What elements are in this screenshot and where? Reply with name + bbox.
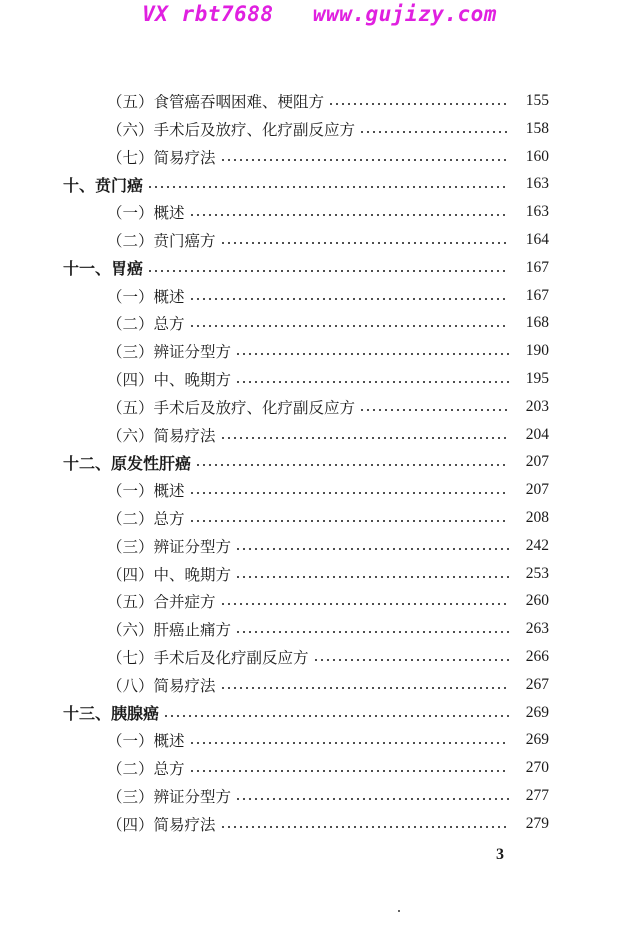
dot-leader: [235, 353, 509, 355]
toc-entry-page: 207: [525, 453, 549, 471]
toc-entry-title: （二）总方: [107, 315, 185, 334]
dot-leader: [220, 242, 509, 244]
toc-section-entry: [0, 421, 639, 449]
toc-entry-title: （四）中、晚期方: [107, 565, 232, 584]
toc-section-entry: [0, 726, 639, 754]
toc-entry-title: （一）概述: [107, 732, 185, 751]
toc-section-entry: [0, 643, 639, 671]
toc-entry-title: （五）食管癌吞咽困难、梗阻方: [107, 93, 325, 111]
dot-leader: [189, 214, 509, 216]
toc-section-entry: [0, 198, 639, 226]
toc-section-entry: [0, 476, 639, 504]
toc-entry-page: 163: [525, 175, 549, 193]
dot-leader: [189, 492, 509, 494]
dot-leader: [147, 186, 509, 188]
toc-entry-title: （三）辨证分型方: [107, 343, 232, 362]
watermark-text: VX rbt7688 www.gujizy.com: [142, 2, 497, 26]
dot-leader: [328, 103, 509, 105]
toc-section-entry: [0, 365, 639, 393]
toc-entry-title: （七）手术后及化疗副反应方: [107, 649, 309, 667]
toc-entry-page: 208: [525, 509, 549, 526]
toc-entry-page: 279: [525, 814, 549, 832]
dot-leader: [235, 798, 509, 800]
toc-entry-title: 十、贲门癌: [63, 175, 144, 195]
toc-chapter-entry: [0, 699, 639, 727]
dot-leader: [147, 270, 509, 272]
toc-entry-title: （一）概述: [107, 287, 185, 306]
toc-entry-title: 十三、胰腺癌: [63, 704, 160, 724]
toc-entry-page: 204: [525, 425, 549, 443]
toc-section-entry: [0, 337, 639, 365]
toc-entry-page: 190: [525, 342, 549, 360]
dot-leader: [235, 631, 509, 633]
toc-entry-title: 十一、胃癌: [63, 259, 144, 279]
toc-section-entry: [0, 587, 639, 615]
toc-entry-page: 203: [525, 397, 549, 415]
dot-leader: [220, 826, 509, 828]
toc-section-entry: [0, 309, 639, 337]
dot-leader: [359, 131, 509, 133]
print-speck: [398, 910, 400, 912]
toc-entry-page: 260: [525, 592, 549, 610]
dot-leader: [235, 381, 509, 383]
toc-section-entry: [0, 87, 639, 115]
toc-entry-title: （六）简易疗法: [107, 426, 216, 445]
toc-entry-title: （六）肝癌止痛方: [107, 621, 232, 640]
toc-entry-page: 158: [525, 119, 549, 137]
toc-section-entry: [0, 782, 639, 810]
toc-entry-page: 267: [525, 675, 549, 693]
dot-leader: [163, 715, 509, 717]
toc-section-entry: [0, 810, 639, 838]
toc-section-entry: [0, 143, 639, 171]
toc-entry-title: （二）贲门癌方: [107, 232, 216, 250]
toc-entry-title: （二）总方: [107, 510, 185, 528]
dot-leader: [359, 409, 509, 411]
toc-section-entry: [0, 504, 639, 532]
toc-entry-page: 253: [525, 564, 549, 582]
toc-chapter-entry: [0, 254, 639, 282]
dot-leader: [189, 770, 509, 772]
toc-section-entry: [0, 615, 639, 643]
toc-entry-page: 160: [525, 147, 549, 165]
toc-entry-page: 164: [525, 231, 549, 248]
dot-leader: [220, 437, 509, 439]
toc-chapter-entry: [0, 448, 639, 476]
toc-entry-title: （二）总方: [107, 760, 185, 779]
toc-entry-page: 155: [525, 92, 549, 109]
toc-section-entry: [0, 754, 639, 782]
toc-entry-title: （四）中、晚期方: [107, 371, 232, 389]
toc-entry-title: （三）辨证分型方: [107, 537, 232, 556]
toc-entry-page: 163: [525, 203, 549, 221]
toc-entry-page: 263: [525, 620, 549, 638]
toc-entry-page: 195: [525, 370, 549, 387]
toc-entry-title: （七）简易疗法: [107, 148, 216, 167]
toc-entry-title: （五）合并症方: [107, 593, 216, 612]
toc-section-entry: [0, 282, 639, 310]
toc-entry-title: （六）手术后及放疗、化疗副反应方: [107, 120, 356, 139]
toc-section-entry: [0, 671, 639, 699]
toc-section-entry: [0, 226, 639, 254]
dot-leader: [195, 464, 509, 466]
toc-entry-page: 269: [525, 703, 549, 721]
toc-entry-title: （三）辨证分型方: [107, 788, 232, 806]
dot-leader: [220, 687, 509, 689]
toc-entry-page: 242: [525, 536, 549, 554]
toc-entry-title: 十二、原发性肝癌: [63, 453, 192, 473]
page-number: 3: [496, 846, 504, 863]
dot-leader: [235, 576, 509, 578]
toc-section-entry: [0, 560, 639, 588]
toc-entry-title: （一）概述: [107, 482, 185, 501]
dot-leader: [189, 325, 509, 327]
toc-entry-page: 207: [525, 481, 549, 499]
toc-entry-title: （一）概述: [107, 204, 185, 223]
toc-chapter-entry: [0, 170, 639, 198]
toc-entry-page: 168: [525, 314, 549, 332]
toc-entry-title: （五）手术后及放疗、化疗副反应方: [107, 398, 356, 417]
toc-entry-page: 277: [525, 787, 549, 804]
toc-entry-page: 167: [525, 286, 549, 304]
toc-entry-page: 167: [525, 258, 549, 276]
dot-leader: [189, 742, 509, 744]
dot-leader: [189, 520, 509, 522]
toc-entry-page: 269: [525, 731, 549, 749]
toc-entry-title: （四）简易疗法: [107, 815, 216, 834]
dot-leader: [189, 298, 509, 300]
dot-leader: [220, 159, 509, 161]
dot-leader: [220, 603, 509, 605]
toc-section-entry: [0, 115, 639, 143]
toc-section-entry: [0, 532, 639, 560]
dot-leader: [235, 548, 509, 550]
toc-section-entry: [0, 393, 639, 421]
toc-entry-page: 266: [525, 648, 549, 665]
toc-entry-title: （八）简易疗法: [107, 676, 216, 695]
toc-entry-page: 270: [525, 759, 549, 777]
dot-leader: [313, 659, 509, 661]
